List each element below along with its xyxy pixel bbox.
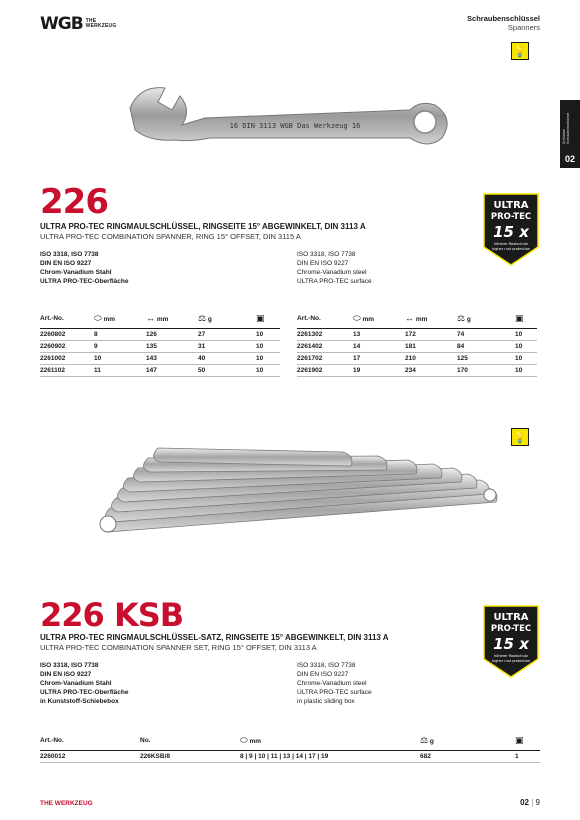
specs-german: ISO 3318, ISO 7738 DIN EN ISO 9227 Chrom-Vanadium Stahl ULTRA PRO-TEC-Oberfläche	[40, 251, 129, 285]
table-row: 2261002 10 143 40 10	[40, 353, 280, 365]
wrench-size-icon: ⬭	[94, 312, 102, 323]
table-row: 2260802 8 126 27 10	[40, 329, 280, 341]
lightbulb-icon: 💡	[511, 42, 529, 60]
footer-brand: THE WERKZEUG	[40, 800, 93, 807]
spec-table-right	[297, 308, 537, 377]
wrench-size-icon: ⬭	[353, 312, 361, 323]
table-row: 2261302 13 172 74 10	[297, 329, 537, 341]
svg-text:PRO-TEC: PRO-TEC	[490, 212, 532, 222]
brand-logo	[40, 14, 116, 34]
lightbulb-icon: 💡	[511, 428, 529, 446]
ultra-pro-tec-badge	[482, 604, 540, 679]
table-row: 2261902 19 234 170 10	[297, 365, 537, 377]
table-header-row: Art.-No. ⬭ mm ↔ mm ⚖ g ▣	[297, 308, 537, 329]
ultra-pro-tec-badge	[482, 192, 540, 267]
chapter-number: 02	[564, 154, 575, 164]
table-row: 2261102 11 147 50 10	[40, 365, 280, 377]
page-number: 02 | 9	[520, 798, 540, 807]
svg-text:höherer Rostschutz: höherer Rostschutz	[494, 242, 528, 246]
weight-icon: ⚖	[420, 734, 429, 745]
svg-text:PRO-TEC: PRO-TEC	[490, 624, 532, 634]
package-icon: ▣	[515, 312, 524, 323]
table-header-row: Art.-No. ⬭ mm ↔ mm ⚖ g ▣	[40, 308, 280, 329]
specs-english: ISO 3318, ISO 7738 DIN EN ISO 9227 Chrome-Vanadium steel ULTRA PRO-TEC surface in plastic sliding box	[297, 662, 372, 705]
weight-icon: ⚖	[198, 312, 207, 323]
product-title: ULTRA PRO-TEC RINGMAULSCHLÜSSEL-SATZ, RINGSEITE 15° ABGEWINKELT, DIN 3113 A	[40, 633, 389, 642]
product-subtitle: ULTRA PRO-TEC COMBINATION SPANNER, RING 15° OFFSET, DIN 3115 A	[40, 232, 301, 241]
svg-text:höherer Rostschutz: höherer Rostschutz	[494, 654, 528, 658]
product-title: ULTRA PRO-TEC RINGMAULSCHLÜSSEL, RINGSEITE 15° ABGEWINKELT, DIN 3113 A	[40, 222, 366, 231]
chapter-side-tab	[560, 100, 580, 168]
logo-subtext: THE WERKZEUG	[85, 18, 117, 29]
package-icon: ▣	[515, 734, 524, 745]
length-icon: ↔	[405, 313, 414, 323]
specs-english: ISO 3318, ISO 7738 DIN EN ISO 9227 Chrome-Vanadium steel ULTRA PRO-TEC surface	[297, 251, 372, 285]
table-row: 2261702 17 210 125 10	[297, 353, 537, 365]
package-icon: ▣	[256, 312, 265, 323]
weight-icon: ⚖	[457, 312, 466, 323]
side-tab-label: Schlüssel Schraubenschlüssel	[562, 112, 570, 144]
svg-text:15 x: 15 x	[493, 223, 529, 241]
wrench-engraving: 16 DIN 3113 WGB Das Werkzeug 16	[229, 122, 361, 130]
logo-mark: WGB	[40, 14, 83, 34]
svg-text:higher rust protection: higher rust protection	[491, 659, 531, 663]
specs-german: ISO 3318, ISO 7738 DIN EN ISO 9227 Chrom-Vanadium Stahl ULTRA PRO-TEC-Oberfläche in Kunststoff-Schiebebox	[40, 662, 129, 705]
category-subtitle: Spanners	[507, 23, 540, 32]
product-subtitle: ULTRA PRO-TEC COMBINATION SPANNER SET, RING 15° OFFSET, DIN 3113 A	[40, 643, 317, 652]
wrench-image	[120, 80, 460, 165]
table-header-row: Art.-No. No. ⬭ mm ⚖ g ▣	[40, 730, 540, 751]
wrench-size-icon: ⬭	[240, 734, 248, 745]
table-row: 2260012 226KSB/8 8 | 9 | 10 | 11 | 13 | 14 | 17 | 19 682 1	[40, 751, 540, 763]
svg-text:ULTRA: ULTRA	[493, 200, 529, 211]
svg-text:ULTRA: ULTRA	[493, 612, 529, 623]
spec-table-left	[40, 308, 280, 377]
product-number: 226	[40, 182, 108, 222]
category-title: Schraubenschlüssel	[467, 14, 540, 23]
length-icon: ↔	[146, 313, 155, 323]
category-header	[467, 14, 540, 32]
wrench-set-image	[88, 440, 508, 550]
product-number: 226 KSB	[40, 596, 184, 634]
table-row: 2260902 9 135 31 10	[40, 341, 280, 353]
svg-text:15 x: 15 x	[493, 635, 529, 653]
set-spec-table	[40, 730, 540, 763]
table-row: 2261402 14 181 84 10	[297, 341, 537, 353]
svg-text:higher rust protection: higher rust protection	[491, 247, 531, 251]
